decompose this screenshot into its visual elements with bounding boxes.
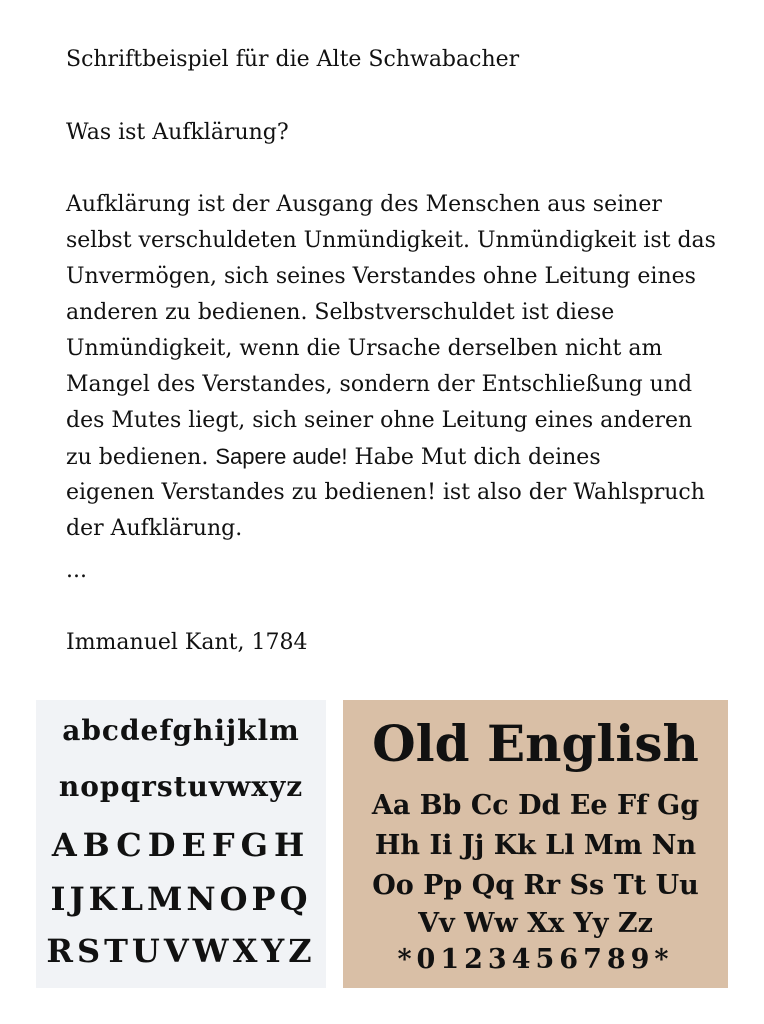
paragraph-line-end: Habe Mut dich deines — [354, 445, 601, 470]
document-title: Schriftbeispiel für die Alte Schwabacher — [66, 47, 520, 72]
author-line: Immanuel Kant, 1784 — [66, 630, 308, 655]
paragraph-line: der Aufklärung. — [66, 516, 243, 541]
old-english-sample — [343, 700, 728, 988]
old-english-title: Old English — [372, 714, 699, 773]
paragraph-line: eigenen Verstandes zu bedienen! ist also der Wahlspruch — [66, 480, 705, 505]
paragraph-line: selbst verschuldeten Unmündigkeit. Unmündigkeit ist das — [66, 228, 716, 253]
paragraph-line: Unvermögen, sich seines Verstandes ohne Leitung eines — [66, 264, 696, 289]
document-question: Was ist Aufklärung? — [66, 120, 289, 145]
old-english-line: Hh Ii Jj Kk Ll Mm Nn — [374, 830, 697, 861]
sample-uppercase-3: RSTUVWXYZ — [46, 932, 316, 970]
fraktur-alphabet-sample — [36, 700, 326, 988]
paragraph-line: Mangel des Verstandes, sondern der Entschließung und — [66, 372, 693, 397]
sample-uppercase-1: ABCDEFGH — [51, 826, 311, 864]
paragraph-line — [66, 442, 601, 473]
old-english-line: Vv Ww Xx Yy Zz — [418, 908, 653, 939]
latin-quote: Sapere aude! — [215, 444, 348, 469]
sample-lowercase-2: nopqrstuvwxyz — [58, 770, 304, 803]
old-english-digits: *0123456789* — [397, 944, 674, 975]
sample-uppercase-2: IJKLMNOPQ — [50, 880, 312, 918]
paragraph-line: anderen zu bedienen. Selbstverschuldet ist diese — [66, 300, 615, 325]
old-english-line: Aa Bb Cc Dd Ee Ff Gg — [371, 790, 700, 821]
old-english-line: Oo Pp Qq Rr Ss Tt Uu — [372, 870, 699, 901]
paragraph-line: Unmündigkeit, wenn die Ursache derselben nicht am — [66, 336, 663, 361]
paragraph-line: des Mutes liegt, sich seiner ohne Leitung eines anderen — [66, 408, 693, 433]
paragraph-line-start: zu bedienen. — [66, 445, 209, 470]
paragraph-line: Aufklärung ist der Ausgang des Menschen aus seiner — [66, 192, 662, 217]
ellipsis: ... — [66, 558, 87, 583]
sample-lowercase-1: abcdefghijklm — [62, 714, 300, 747]
